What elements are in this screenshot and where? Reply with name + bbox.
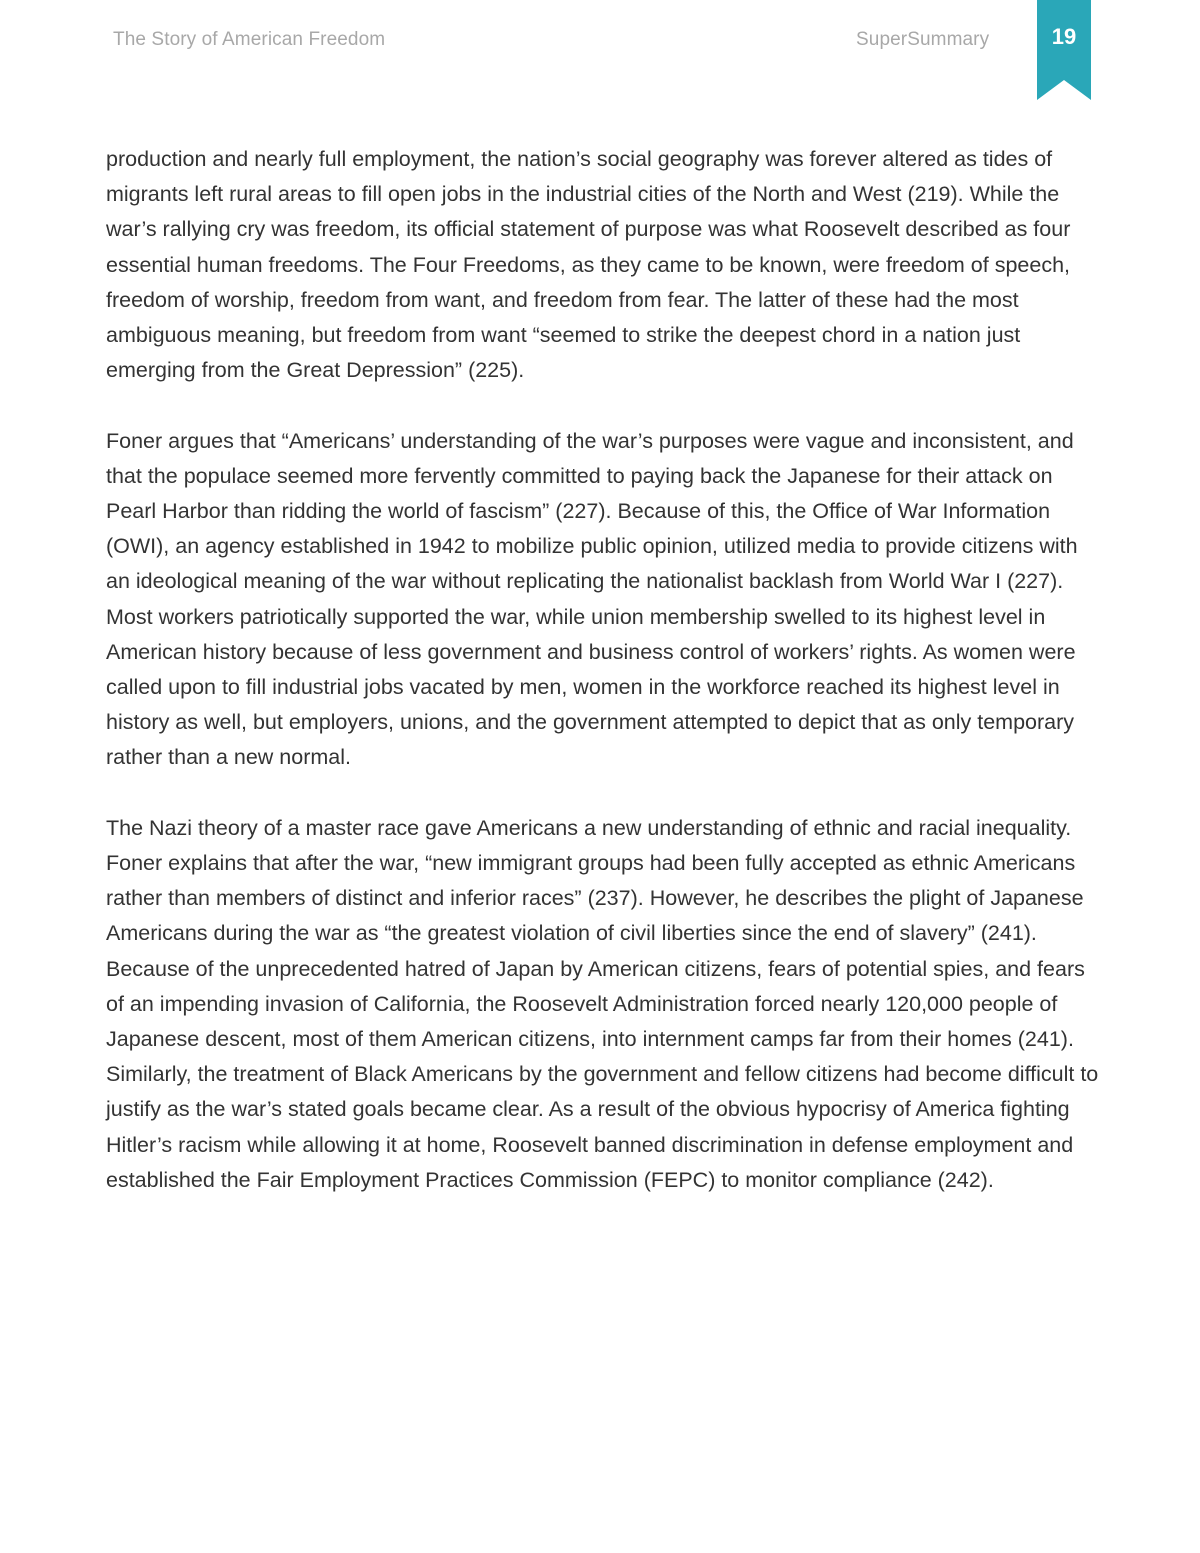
body-text: [106, 142, 1100, 1233]
paragraph: The Nazi theory of a master race gave Americans a new understanding of ethnic and racial inequality. Foner explains that after the war, “new immigrant groups had been fully accepted as ethnic Americans rather than members of distinct and inferior races” (237). However, he describes the plight of Japanese Americans during the war as “the greatest violation of civil liberties since the end of slavery” (241). Because of the unprecedented hatred of Japan by American citizens, fears of potential spies, and fears of an impending invasion of California, the Roosevelt Administration forced nearly 120,000 people of Japanese descent, most of them American citizens, into internment camps far from their homes (241). Similarly, the treatment of Black Americans by the government and fellow citizens had become difficult to justify as the war’s stated goals became clear. As a result of the obvious hypocrisy of America fighting Hitler’s racism while allowing it at home, Roosevelt banned discrimination in defense employment and established the Fair Employment Practices Commission (FEPC) to monitor compliance (242).: [106, 815, 1099, 1192]
brand-name: SuperSummary: [856, 29, 990, 50]
bookmark-ribbon-icon: [1037, 0, 1091, 100]
paragraph: production and nearly full employment, the nation’s social geography was forever altered as tides of migrants left rural areas to fill open jobs in the industrial cities of the North and West (219). While the war’s rallying cry was freedom, its official statement of purpose was what Roosevelt described as four essential human freedoms. The Four Freedoms, as they came to be known, were freedom of speech, freedom of worship, freedom from want, and freedom from fear. The latter of these had the most ambiguous meaning, but freedom from want “seemed to strike the deepest chord in a nation just emerging from the Great Depression” (225).: [106, 147, 1071, 383]
page-number: 19: [1051, 24, 1077, 49]
document-title: The Story of American Freedom: [113, 29, 386, 50]
paragraph: Foner argues that “Americans’ understanding of the war’s purposes were vague and inconsistent, and that the populace seemed more fervently committed to paying back the Japanese for their attack on Pearl Harbor than ridding the world of fascism” (227). Because of this, the Office of War Information (OWI), an agency established in 1942 to mobilize public opinion, utilized media to provide citizens with an ideological meaning of the war without replicating the nationalist backlash from World War I (227). Most workers patriotically supported the war, while union membership swelled to its highest level in American history because of less government and business control of workers’ rights. As women were called upon to fill industrial jobs vacated by men, women in the workforce reached its highest level in history as well, but employers, unions, and the government attempted to depict that as only temporary rather than a new normal.: [106, 428, 1078, 770]
page-number-tab: [1037, 0, 1091, 100]
